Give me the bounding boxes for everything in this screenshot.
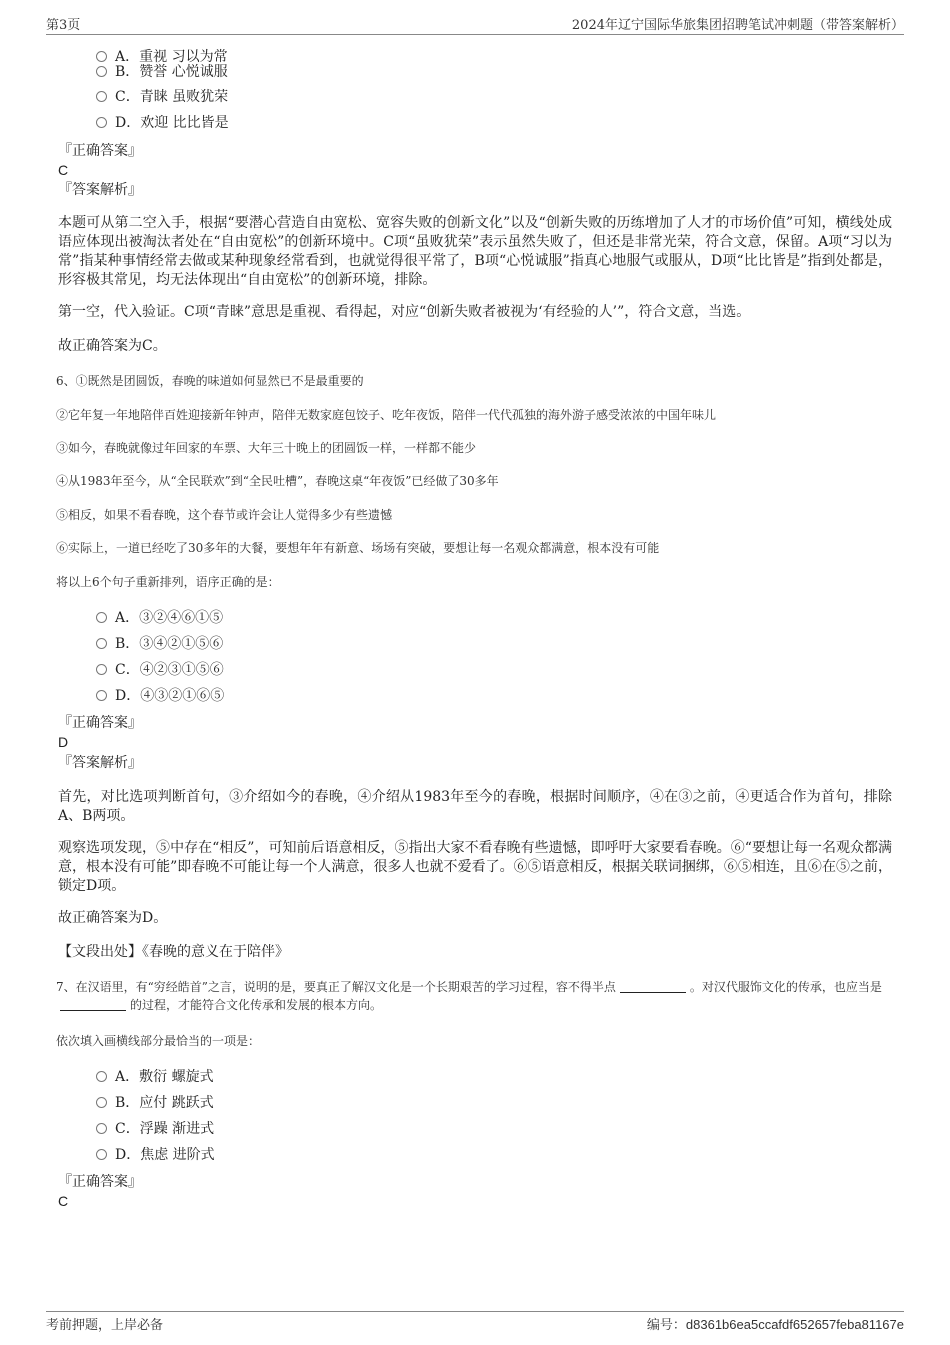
q7-option-b[interactable]: B．应付 跳跃式 [96,1094,214,1112]
q6-stem-line: ②它年复一年地陪伴百姓迎接新年钟声，陪伴无数家庭包饺子、吃年夜饭，陪伴一代代孤独的海外游子感受浓浓的中国年味儿 [56,408,717,422]
radio-icon[interactable] [96,612,107,623]
page-footer [46,1311,904,1334]
footer-slogan: 考前押题，上岸必备 [46,1318,164,1333]
q6-option-c[interactable]: C．④②③①⑤⑥ [96,661,224,679]
q6-option-b[interactable]: B．③④②①⑤⑥ [96,635,223,653]
q7-prompt: 依次填入画横线部分最恰当的一项是： [56,1034,261,1048]
fill-blank [60,998,126,1011]
radio-icon[interactable] [96,1123,107,1134]
q5-analysis-paragraph: 第一空，代入验证。C项“青睐”意思是重视、看得起，对应“创新失败者被视为‘有经验的人’”，符合文意，当选。 [58,304,751,320]
radio-icon[interactable] [96,66,107,77]
radio-icon[interactable] [96,664,107,675]
q6-source: 【文段出处】《春晚的意义在于陪伴》 [58,944,289,960]
q5-option-d[interactable]: D．欢迎 比比皆是 [96,114,229,132]
q5-option-b[interactable]: B．赞誉 心悦诚服 [96,63,228,81]
q6-analysis-paragraph: 首先，对比选项判断首句，③介绍如今的春晚，④介绍从1983年至今的春晚，根据时间顺序，④在③之前，④更适合作为首句，排除A、B两项。 [58,789,892,824]
q7-answer: C [58,1193,69,1209]
q5-answer-label: 『正确答案』 [58,143,142,159]
q7-option-c[interactable]: C．浮躁 渐进式 [96,1120,214,1138]
q6-stem-line: ⑤相反，如果不看春晚，这个春节或许会让人觉得多少有些遗憾 [56,508,393,522]
page-header [46,14,904,35]
q6-answer: D [58,734,69,750]
q5-option-c[interactable]: C．青睐 虽败犹荣 [96,88,228,106]
q6-option-d[interactable]: D．④③②①⑥⑤ [96,687,224,705]
q6-stem-line: 6、①既然是团圆饭，春晚的味道如何显然已不是最重要的 [56,374,364,388]
radio-icon[interactable] [96,117,107,128]
document-id: 编号：d8361b6ea5ccafdf652657feba81167e [646,1317,904,1332]
q5-analysis-paragraph: 本题可从第二空入手，根据“要潜心营造自由宽松、宽容失败的创新文化”以及“创新失败的历练增加了人才的市场价值”可知，横线处成语应体现出被淘汰者处在“自由宽松”的创新环境中。C项“虽败犹荣”表示虽然失败了，但还是非常光荣，符合文意，保留。A项“习以为常”指某种事情经常去做或某种现象经常看到，也就觉得很平常了，B项“心悦诚服”指真心地服气或服从，D项“比比皆是”指到处都是，形容极其常见，均无法体现出“自由宽松”的创新环境，排除。 [58,215,892,288]
radio-icon[interactable] [96,1071,107,1082]
q6-option-a[interactable]: A．③②④⑥①⑤ [96,609,223,627]
q6-answer-label: 『正确答案』 [58,715,142,731]
q7-answer-label: 『正确答案』 [58,1174,142,1190]
q5-analysis-conclusion: 故正确答案为C。 [58,338,167,354]
radio-icon[interactable] [96,1097,107,1108]
radio-icon[interactable] [96,91,107,102]
radio-icon[interactable] [96,51,107,62]
q6-prompt: 将以上6个句子重新排列，语序正确的是： [56,575,280,589]
q5-answer: C [58,162,69,178]
q6-stem-line: ④从1983年至今，从“全民联欢”到“全民吐槽”，春晚这桌“年夜饭”已经做了30多年 [56,474,499,488]
q5-option-a[interactable]: A．重视 习以为常 [96,48,228,66]
q6-analysis-label: 『答案解析』 [58,755,142,771]
q6-stem-line: ③如今，春晚就像过年回家的车票、大年三十晚上的团圆饭一样，一样都不能少 [56,441,477,455]
page-number: 第3页 [46,18,81,33]
q7-option-d[interactable]: D．焦虑 进阶式 [96,1146,215,1164]
q6-stem-line: ⑥实际上，一道已经吃了30多年的大餐，要想年年有新意、场场有突破，要想让每一名观众都满意，根本没有可能 [56,541,660,555]
radio-icon[interactable] [96,690,107,701]
document-title: 2024年辽宁国际华旅集团招聘笔试冲刺题（带答案解析） [571,18,904,33]
radio-icon[interactable] [96,638,107,649]
q6-analysis-conclusion: 故正确答案为D。 [58,910,168,926]
q7-option-a[interactable]: A．敷衍 螺旋式 [96,1068,214,1086]
q5-analysis-label: 『答案解析』 [58,182,142,198]
q6-analysis-paragraph: 观察选项发现，⑤中存在“相反”，可知前后语意相反，⑤指出大家不看春晚有些遗憾，即呼吁大家要看春晚。⑥“要想让每一名观众都满意，根本没有可能”即春晚不可能让每一个人满意，很多人也就不爱看了。⑥⑤语意相反，根据关联词捆绑，⑥⑤相连，且⑥在⑤之前，锁定D项。 [58,840,892,894]
q7-stem: 7、在汉语里，有“穷经皓首”之言，说明的是，要真正了解汉文化是一个长期艰苦的学习过程，容不得半点 。对汉代服饰文化的传承，也应当是的过程，才能符合文化传承和发展的根本方向。 [56,980,882,1012]
radio-icon[interactable] [96,1149,107,1160]
fill-blank [620,980,686,993]
